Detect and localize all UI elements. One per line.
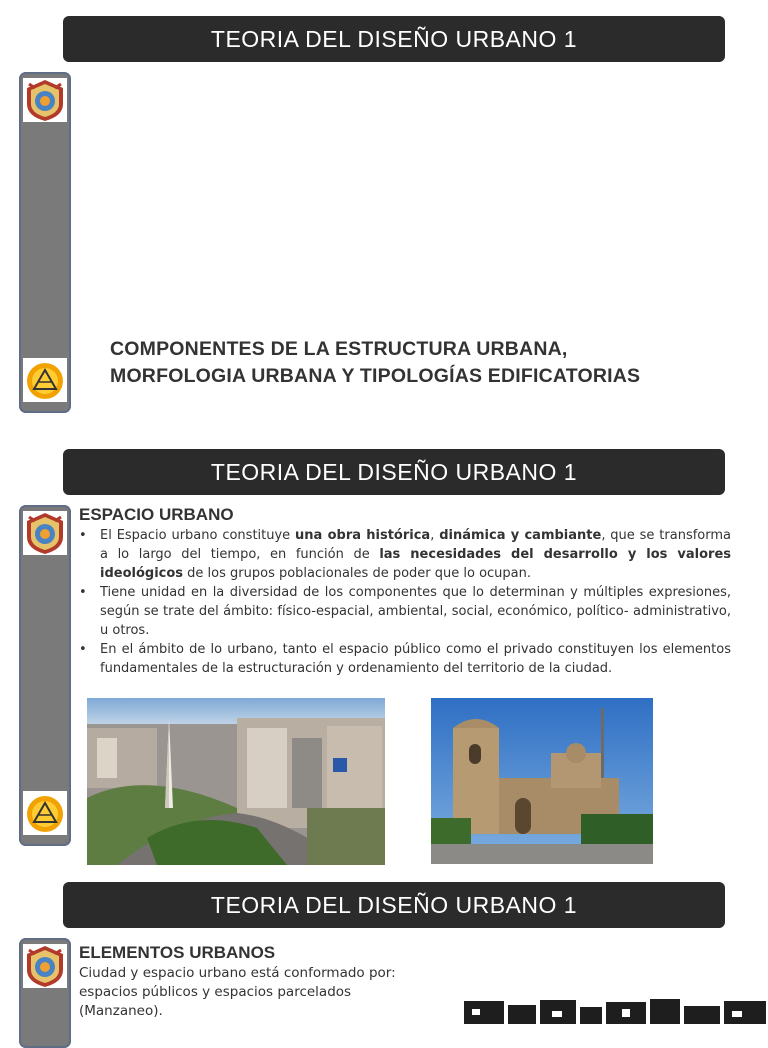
text-line: Ciudad y espacio urbano está conformado por: <box>79 965 396 981</box>
text-run: El Espacio urbano constituye <box>100 528 296 543</box>
bullet-item <box>79 583 731 640</box>
bold-text-run: una obra histórica <box>295 528 431 543</box>
slide-sidebar <box>19 938 71 1048</box>
bullet-item <box>79 526 731 583</box>
title-line-2: MORFOLOGIA URBANA Y TIPOLOGÍAS EDIFICATORIAS <box>110 365 641 387</box>
presentation-title <box>110 336 640 390</box>
slide-sidebar <box>19 505 71 846</box>
text-line: espacios públicos y espacios parcelados <box>79 984 352 1000</box>
architecture-faculty-icon <box>23 791 67 835</box>
bold-text-run: las necesidades del desarrollo y los valores ideológicos <box>100 547 732 581</box>
city-plan-map <box>462 999 768 1024</box>
bold-text-run: dinámica y cambiante <box>439 528 602 543</box>
text-run: Tiene unidad en la diversidad de los componentes que lo determinan y múltiples expresiones, según se trate del ámbito: físico-espacial, ambiental, social, económico, político- administrativo, u otros. <box>100 585 731 638</box>
university-seal-icon <box>23 78 67 122</box>
text-run: , que se transforma a lo largo del tiempo, en función de <box>100 528 731 562</box>
colonial-church-photo <box>431 698 653 864</box>
slide-banner: TEORIA DEL DISEÑO URBANO 1 <box>63 16 725 62</box>
text-line: (Manzaneo). <box>79 1003 163 1019</box>
bullet-item <box>79 640 731 678</box>
bullet-list <box>79 526 731 678</box>
architecture-faculty-icon <box>23 358 67 402</box>
section-heading: ELEMENTOS URBANOS <box>79 943 276 962</box>
city-obelisk-photo <box>87 698 385 865</box>
section-heading: ESPACIO URBANO <box>79 505 234 524</box>
university-seal-icon <box>23 511 67 555</box>
text-run: de los grupos poblacionales de poder que lo ocupan. <box>183 566 532 581</box>
university-seal-icon <box>23 944 67 988</box>
slide-1 <box>0 0 768 420</box>
slide-banner: TEORIA DEL DISEÑO URBANO 1 <box>63 882 725 928</box>
text-run: En el ámbito de lo urbano, tanto el espacio público como el privado constituyen los elementos fundamentales de la estructuración y ordenamiento del territorio de la ciudad. <box>100 642 731 676</box>
slide-banner: TEORIA DEL DISEÑO URBANO 1 <box>63 449 725 495</box>
slide-sidebar <box>19 72 71 413</box>
body-text <box>79 964 459 1021</box>
title-line-1: COMPONENTES DE LA ESTRUCTURA URBANA, <box>110 338 568 360</box>
text-run: , <box>430 528 440 543</box>
